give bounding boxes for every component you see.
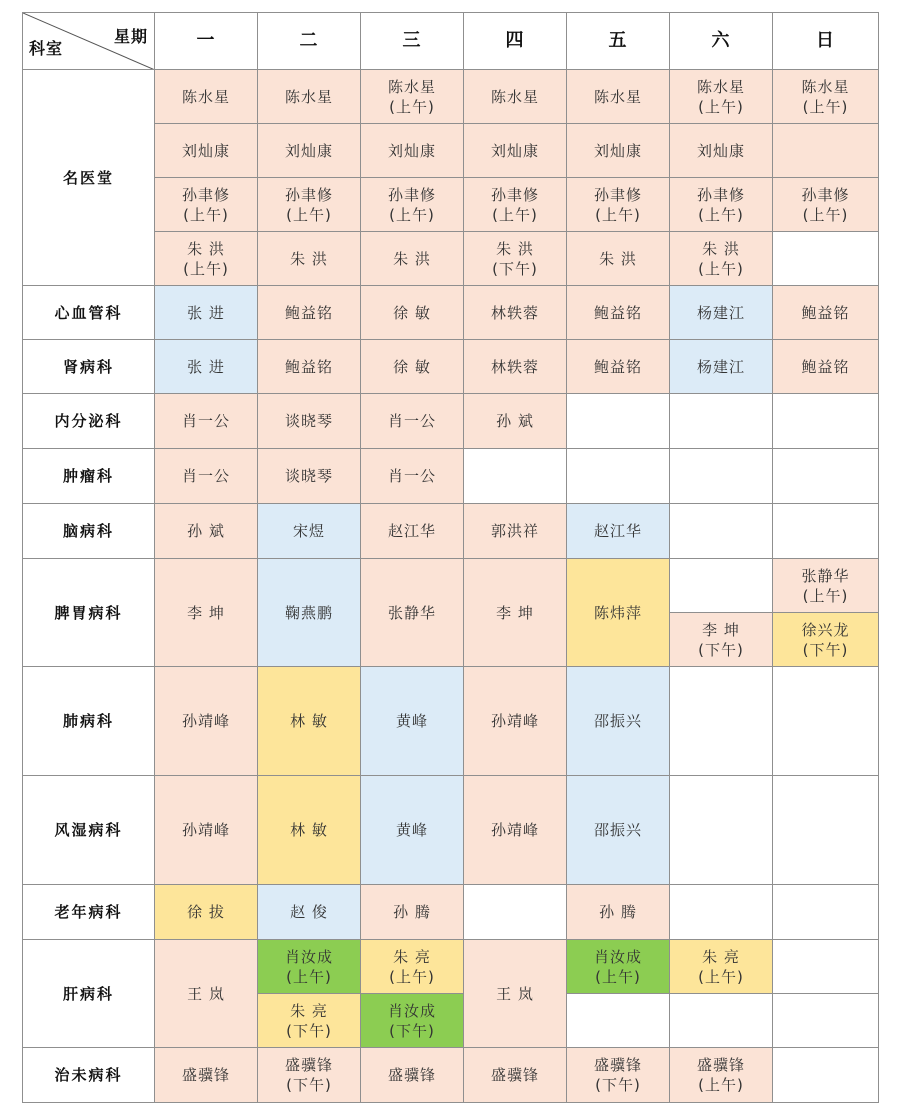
- doctor-cell: 王 岚: [464, 940, 567, 1048]
- doctor-cell: 孙聿修 (上午): [670, 178, 773, 232]
- doctor-cell: [464, 449, 567, 504]
- doctor-cell: 孙聿修 (上午): [155, 178, 258, 232]
- doctor-cell: 肖汝成 (下午): [361, 994, 464, 1048]
- doctor-cell: 盛骥锋: [361, 1048, 464, 1103]
- doctor-cell: 陈水星: [258, 70, 361, 124]
- doctor-cell: 鞠燕鹏: [258, 559, 361, 667]
- doctor-cell: 宋煜: [258, 504, 361, 559]
- dept-cell: 肺病科: [23, 667, 155, 776]
- dept-cell: 心血管科: [23, 286, 155, 340]
- doctor-cell: [773, 232, 879, 286]
- doctor-cell: 徐 敏: [361, 286, 464, 340]
- doctor-cell: 朱 亮 (上午): [670, 940, 773, 994]
- doctor-cell: 邵振兴: [567, 667, 670, 776]
- doctor-cell: [670, 449, 773, 504]
- day-header: 四: [464, 13, 567, 70]
- doctor-cell: 陈水星: [155, 70, 258, 124]
- doctor-cell: 孙 腾: [567, 885, 670, 940]
- doctor-cell: 谈晓琴: [258, 394, 361, 449]
- doctor-cell: 陈水星 (上午): [773, 70, 879, 124]
- table-row: [23, 394, 879, 449]
- doctor-cell: 朱 洪: [361, 232, 464, 286]
- doctor-cell: 刘灿康: [258, 124, 361, 178]
- doctor-cell: [773, 940, 879, 994]
- doctor-cell: 盛骥锋: [155, 1048, 258, 1103]
- dept-cell: 脾胃病科: [23, 559, 155, 667]
- doctor-cell: 黄峰: [361, 667, 464, 776]
- doctor-cell: 黄峰: [361, 776, 464, 885]
- doctor-cell: [670, 776, 773, 885]
- doctor-cell: 赵江华: [361, 504, 464, 559]
- doctor-cell: 张 进: [155, 286, 258, 340]
- doctor-cell: [670, 394, 773, 449]
- doctor-cell: 李 坤: [464, 559, 567, 667]
- doctor-cell: 张静华: [361, 559, 464, 667]
- doctor-cell: 朱 洪 (下午): [464, 232, 567, 286]
- doctor-cell: 孙聿修 (上午): [258, 178, 361, 232]
- doctor-cell: 盛骥锋: [464, 1048, 567, 1103]
- day-header: 三: [361, 13, 464, 70]
- doctor-cell: 朱 洪 (上午): [155, 232, 258, 286]
- doctor-cell: 鲍益铭: [258, 286, 361, 340]
- table-row: [23, 776, 879, 885]
- doctor-cell: 林轶蓉: [464, 340, 567, 394]
- table-row: [23, 286, 879, 340]
- day-header: 二: [258, 13, 361, 70]
- doctor-cell: 陈水星 (上午): [361, 70, 464, 124]
- doctor-cell: 孙靖峰: [155, 667, 258, 776]
- dept-cell: 风湿病科: [23, 776, 155, 885]
- doctor-cell: 林轶蓉: [464, 286, 567, 340]
- dept-cell: 脑病科: [23, 504, 155, 559]
- doctor-cell: 赵江华: [567, 504, 670, 559]
- doctor-cell: 朱 洪 (上午): [670, 232, 773, 286]
- doctor-cell: 肖一公: [155, 449, 258, 504]
- table-row: [23, 449, 879, 504]
- schedule-table: [22, 12, 879, 1103]
- doctor-cell: 邵振兴: [567, 776, 670, 885]
- dept-cell: 肾病科: [23, 340, 155, 394]
- day-header: 一: [155, 13, 258, 70]
- doctor-cell: [773, 124, 879, 178]
- doctor-cell: 孙 斌: [155, 504, 258, 559]
- day-header: 五: [567, 13, 670, 70]
- doctor-cell: 肖一公: [155, 394, 258, 449]
- doctor-cell: 徐 敏: [361, 340, 464, 394]
- doctor-cell: 刘灿康: [567, 124, 670, 178]
- doctor-cell: 刘灿康: [361, 124, 464, 178]
- doctor-cell: 孙 斌: [464, 394, 567, 449]
- doctor-cell: 刘灿康: [670, 124, 773, 178]
- doctor-cell: [567, 449, 670, 504]
- table-row: [23, 340, 879, 394]
- doctor-cell: 林 敏: [258, 667, 361, 776]
- doctor-cell: [773, 776, 879, 885]
- doctor-cell: 张静华 (上午): [773, 559, 879, 613]
- dept-cell: 治未病科: [23, 1048, 155, 1103]
- doctor-cell: 刘灿康: [155, 124, 258, 178]
- doctor-cell: 孙聿修 (上午): [773, 178, 879, 232]
- table-row: [23, 504, 879, 559]
- doctor-cell: 孙靖峰: [155, 776, 258, 885]
- doctor-cell: 陈炜萍: [567, 559, 670, 667]
- dept-cell: 老年病科: [23, 885, 155, 940]
- doctor-cell: 鲍益铭: [567, 286, 670, 340]
- day-header: 日: [773, 13, 879, 70]
- header-row: [23, 13, 879, 70]
- dept-cell: 肝病科: [23, 940, 155, 1048]
- doctor-cell: 赵 俊: [258, 885, 361, 940]
- doctor-cell: [464, 885, 567, 940]
- doctor-cell: 林 敏: [258, 776, 361, 885]
- doctor-cell: 张 进: [155, 340, 258, 394]
- doctor-cell: [670, 559, 773, 613]
- corner-cell: [23, 13, 155, 70]
- doctor-cell: [773, 885, 879, 940]
- doctor-cell: 陈水星 (上午): [670, 70, 773, 124]
- doctor-cell: 王 岚: [155, 940, 258, 1048]
- doctor-cell: [670, 994, 773, 1048]
- doctor-cell: 朱 洪: [567, 232, 670, 286]
- doctor-cell: 孙聿修 (上午): [567, 178, 670, 232]
- doctor-cell: 朱 亮 (上午): [361, 940, 464, 994]
- doctor-cell: 朱 亮 (下午): [258, 994, 361, 1048]
- doctor-cell: 鲍益铭: [773, 286, 879, 340]
- dept-cell: 名医堂: [23, 70, 155, 286]
- table-row: [23, 70, 879, 124]
- table-row: [23, 667, 879, 776]
- doctor-cell: 孙聿修 (上午): [464, 178, 567, 232]
- doctor-cell: [670, 667, 773, 776]
- doctor-cell: [773, 1048, 879, 1103]
- table-row: [23, 885, 879, 940]
- doctor-cell: 肖一公: [361, 449, 464, 504]
- table-row: [23, 559, 879, 613]
- doctor-cell: 鲍益铭: [773, 340, 879, 394]
- doctor-cell: [670, 885, 773, 940]
- doctor-cell: 孙靖峰: [464, 776, 567, 885]
- doctor-cell: 孙靖峰: [464, 667, 567, 776]
- doctor-cell: 盛骥锋 (下午): [258, 1048, 361, 1103]
- doctor-cell: 郭洪祥: [464, 504, 567, 559]
- doctor-cell: 鲍益铭: [567, 340, 670, 394]
- doctor-cell: 李 坤: [155, 559, 258, 667]
- doctor-cell: 杨建江: [670, 286, 773, 340]
- doctor-cell: [567, 994, 670, 1048]
- doctor-cell: [773, 504, 879, 559]
- doctor-cell: 朱 洪: [258, 232, 361, 286]
- doctor-cell: 肖汝成 (上午): [258, 940, 361, 994]
- doctor-cell: 鲍益铭: [258, 340, 361, 394]
- dept-header-label: 科室: [29, 39, 64, 58]
- doctor-cell: 肖一公: [361, 394, 464, 449]
- doctor-cell: [773, 994, 879, 1048]
- doctor-cell: [773, 667, 879, 776]
- week-header-label: 星期: [113, 27, 148, 46]
- day-header: 六: [670, 13, 773, 70]
- doctor-cell: [773, 394, 879, 449]
- doctor-cell: 徐兴龙 (下午): [773, 613, 879, 667]
- doctor-cell: 孙 腾: [361, 885, 464, 940]
- doctor-cell: 陈水星: [464, 70, 567, 124]
- table-row: [23, 1048, 879, 1103]
- doctor-cell: 谈晓琴: [258, 449, 361, 504]
- table-row: [23, 940, 879, 994]
- doctor-cell: [773, 449, 879, 504]
- doctor-cell: [670, 504, 773, 559]
- doctor-cell: 杨建江: [670, 340, 773, 394]
- doctor-cell: 盛骥锋 (上午): [670, 1048, 773, 1103]
- dept-cell: 肿瘤科: [23, 449, 155, 504]
- doctor-cell: 刘灿康: [464, 124, 567, 178]
- doctor-cell: [567, 394, 670, 449]
- doctor-cell: 盛骥锋 (下午): [567, 1048, 670, 1103]
- doctor-cell: 陈水星: [567, 70, 670, 124]
- dept-cell: 内分泌科: [23, 394, 155, 449]
- doctor-cell: 徐 拔: [155, 885, 258, 940]
- doctor-cell: 孙聿修 (上午): [361, 178, 464, 232]
- doctor-cell: 李 坤 (下午): [670, 613, 773, 667]
- doctor-cell: 肖汝成 (上午): [567, 940, 670, 994]
